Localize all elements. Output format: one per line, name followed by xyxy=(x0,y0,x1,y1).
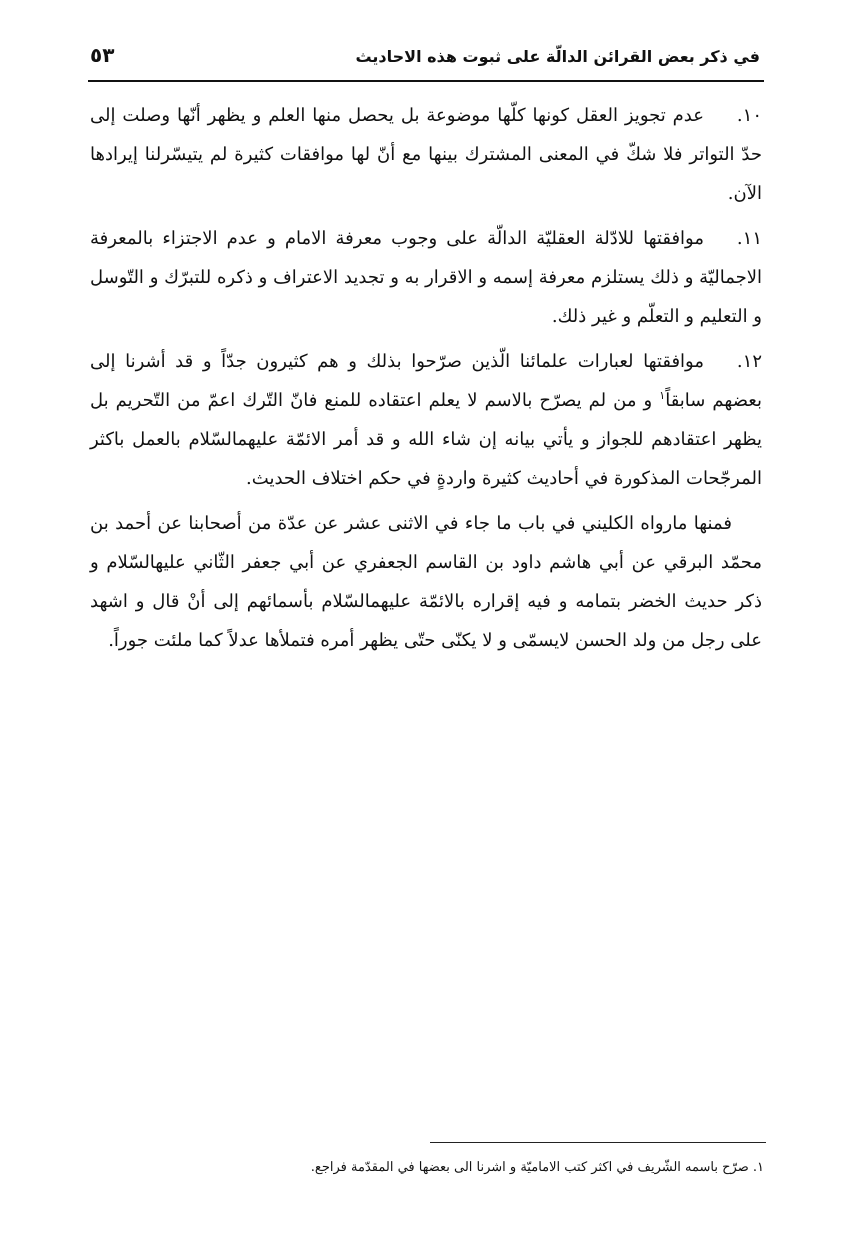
item-number: ١٢. xyxy=(736,351,762,372)
paragraph-narration: فمنها مارواه الكليني في باب ما جاء في الاثنى عشر عن عدّة من أصحابنا عن أحمد بن محمّد البرقي عن أبي هاشم داود بن القاسم الجعفري عن أبي جعفر الثّاني عليهالسّلام و ذكر حديث الخضر بتمامه و فيه إقراره بالائمّة عليهمالسّلام بأسمائهم إلى أنْ قال و اشهد على رجل من ولد الحسن لايسمّى و لا يكنّى حتّى يظهر أمره فتملأها عدلاً كما ملئت جوراً. xyxy=(90,513,762,651)
header-divider xyxy=(88,80,764,82)
paragraph-text: عدم تجويز العقل كونها كلّها موضوعة بل يحصل منها العلم و يظهر أنّها وصلت إلى حدّ التواتر فلا شكّ في المعنى المشترك بينها مع أنّ لها موافقات كثيرة لم يتيسّرلنا إيرادها الآن. xyxy=(90,105,762,204)
paragraph-10 xyxy=(90,96,762,213)
paragraph-12 xyxy=(90,342,762,498)
footnote-marker[interactable]: ١ xyxy=(659,389,666,402)
item-number: ١١. xyxy=(736,228,762,249)
paragraph-text: موافقتها لعبارات علمائنا الّذين صرّحوا بذلك و هم كثيرون جدّاً و قد أشرنا إلى بعضهم سابقاً xyxy=(90,351,762,411)
running-title: في ذكر بعض القرائن الدالّة على ثبوت هذه الاحاديث xyxy=(355,47,760,66)
paragraph-text: و من لم يصرّح بالاسم لا يعلم اعتقاده للمنع فانّ التّرك اعمّ من التّحريم بل يظهر اعتقادهم للجواز و يأتي بيانه إن شاء الله و قد أمر الائمّة عليهمالسّلام بالعمل باكثر المرجّحات المذكورة في أحاديث كثيرة واردةٍ في حكم اختلاف الحديث. xyxy=(90,390,762,489)
main-text xyxy=(90,96,762,666)
paragraph-text: موافقتها للادّلة العقليّة الدالّة على وجوب معرفة الامام و عدم الاجتزاء بالمعرفة الاجماليّة و ذلك يستلزم معرفة إسمه و الاقرار به و تجديد الاعتراف و ذكره للتبرّك و التّوسل و التعليم و التعلّم و غير ذلك. xyxy=(90,228,762,327)
paragraph-11 xyxy=(90,219,762,336)
item-number: ١٠. xyxy=(736,105,762,126)
footnote: ١. صرّح باسمه الشّريف في اكثر كتب الاماميّة و اشرنا الى بعضها في المقدّمة فراجع. xyxy=(310,1160,764,1175)
footnote-divider xyxy=(430,1142,766,1143)
page-number: ٥٣ xyxy=(90,43,115,67)
